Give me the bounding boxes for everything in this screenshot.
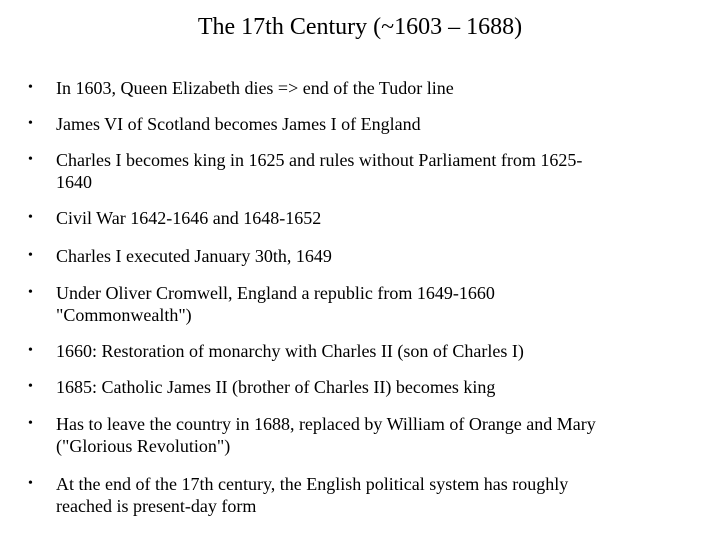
bullet-item: [28, 113, 698, 135]
bullet-item: [28, 77, 698, 99]
bullet-text: 1685: Catholic James II (brother of Charles II) becomes king: [56, 377, 496, 397]
bullet-item: [28, 245, 698, 267]
bullet-text: Under Oliver Cromwell, England a republic from 1649-1660 "Commonwealth"): [56, 283, 495, 325]
bullet-icon: •: [28, 80, 33, 95]
bullet-text: Charles I executed January 30th, 1649: [56, 246, 332, 266]
bullet-item: [28, 376, 698, 398]
bullet-icon: •: [28, 379, 33, 394]
bullet-item: [28, 207, 698, 229]
bullet-text: James VI of Scotland becomes James I of England: [56, 114, 421, 134]
bullet-icon: •: [28, 285, 33, 300]
bullet-icon: •: [28, 476, 33, 491]
bullet-icon: •: [28, 343, 33, 358]
bullet-item: [28, 413, 698, 457]
bullet-item: [28, 473, 698, 517]
bullet-text: Civil War 1642-1646 and 1648-1652: [56, 208, 322, 228]
bullet-text: At the end of the 17th century, the English political system has roughly reached is present-day form: [56, 474, 569, 516]
bullet-icon: •: [28, 152, 33, 167]
bullet-item: [28, 282, 698, 326]
bullet-text: In 1603, Queen Elizabeth dies => end of the Tudor line: [56, 78, 454, 98]
slide-title: The 17th Century (~1603 – 1688): [197, 14, 523, 40]
bullet-icon: •: [28, 416, 33, 431]
bullet-text: 1660: Restoration of monarchy with Charles II (son of Charles I): [56, 341, 524, 361]
bullet-icon: •: [28, 210, 33, 225]
bullet-icon: •: [28, 248, 33, 263]
bullet-item: [28, 340, 698, 362]
bullet-text: Charles I becomes king in 1625 and rules without Parliament from 1625- 1640: [56, 150, 583, 192]
bullet-item: [28, 149, 698, 193]
bullet-icon: •: [28, 116, 33, 131]
bullet-text: Has to leave the country in 1688, replaced by William of Orange and Mary ("Glorious Revolution"): [56, 414, 596, 456]
